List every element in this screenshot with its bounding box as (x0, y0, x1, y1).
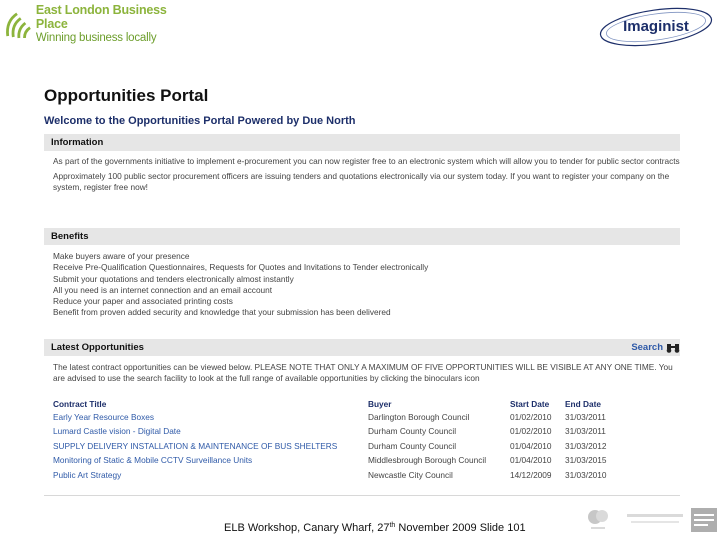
table-row (53, 439, 667, 454)
benefit-item: Make buyers aware of your presence (53, 251, 190, 261)
footer-caption (224, 522, 526, 534)
table-row (53, 410, 667, 425)
table-header-row (53, 398, 667, 410)
footer-text-sup: th (389, 522, 396, 529)
start-date-cell: 01/04/2010 (510, 440, 552, 451)
elbp-swirl-icon (4, 7, 32, 41)
buyer-cell: Middlesbrough Borough Council (368, 455, 487, 466)
column-header-start-date: Start Date (510, 398, 550, 409)
contract-title-link[interactable]: Lumard Castle vision - Digital Date (53, 426, 181, 437)
elbp-logo (4, 4, 190, 44)
eu-logo (588, 510, 608, 529)
buyer-cell: Newcastle City Council (368, 469, 453, 480)
information-paragraph-2: Approximately 100 public sector procurement officers are issuing tenders and quotations electronically via our system today. If you want to register your company on the system, register free now! (53, 171, 670, 192)
benefit-item: Reduce your paper and associated printing costs (53, 296, 233, 307)
information-section-header (44, 134, 680, 151)
imaginist-logo (596, 2, 716, 52)
latest-opportunities-section-header (44, 339, 680, 356)
footer-text-post: November 2009 Slide 101 (395, 522, 526, 534)
footer-text-pre: ELB Workshop, Canary Wharf, 27 (224, 522, 390, 534)
table-row (53, 454, 667, 469)
benefits-heading: Benefits (51, 231, 89, 242)
partner-logos-strip (585, 505, 720, 535)
opportunities-portal (44, 86, 680, 483)
table-row (53, 425, 667, 440)
end-date-cell: 31/03/2010 (565, 469, 607, 480)
benefits-list (53, 251, 680, 319)
benefits-section-body (44, 245, 680, 335)
column-header-buyer: Buyer (368, 398, 392, 409)
contract-title-link[interactable]: SUPPLY DELIVERY INSTALLATION & MAINTENANCE OF BUS SHELTERS (53, 440, 338, 451)
column-header-contract-title: Contract Title (53, 398, 107, 409)
table-row (53, 468, 667, 483)
end-date-cell: 31/03/2011 (565, 411, 606, 422)
benefit-item: All you need is an internet connection and an email account (53, 284, 273, 295)
benefit-item: Receive Pre-Qualification Questionnaires, Requests for Quotes and Invitations to Tender electronically (53, 262, 429, 273)
contract-title-link[interactable]: Monitoring of Static & Mobile CCTV Surveillance Units (53, 455, 253, 466)
information-heading: Information (51, 137, 104, 148)
benefit-item: Benefit from proven added security and knowledge that your submission has been delivered (53, 307, 391, 318)
search-control[interactable] (631, 339, 680, 356)
benefit-item: Submit your quotations and tenders electronically almost instantly (53, 273, 294, 284)
information-paragraph-1: As part of the governments initiative to implement e-procurement you can now register free to an electronic system which will allow you to tender for public sector contracts (53, 156, 680, 166)
end-date-cell: 31/03/2011 (565, 426, 606, 437)
buyer-cell: Durham County Council (368, 440, 457, 451)
start-date-cell: 01/04/2010 (510, 455, 552, 466)
end-date-cell: 31/03/2015 (565, 455, 607, 466)
buyer-cell: Darlington Borough Council (368, 411, 470, 422)
contract-title-link[interactable]: Early Year Resource Boxes (53, 411, 155, 422)
welcome-heading: Welcome to the Opportunities Portal Powered by Due North (44, 115, 356, 127)
buyer-cell: Durham County Council (368, 426, 457, 437)
binoculars-icon[interactable] (666, 343, 680, 353)
latest-opportunities-heading: Latest Opportunities (51, 342, 144, 353)
start-date-cell: 01/02/2010 (510, 411, 552, 422)
start-date-cell: 14/12/2009 (510, 469, 552, 480)
column-header-end-date: End Date (565, 398, 601, 409)
end-date-cell: 31/03/2012 (565, 440, 607, 451)
elbp-tagline: Winning business locally (35, 32, 157, 44)
opportunities-table (53, 398, 667, 483)
bottom-divider (44, 495, 680, 496)
latest-opportunities-intro: The latest contract opportunities can be viewed below. PLEASE NOTE THAT ONLY A MAXIMUM OF FIVE OPPORTUNITIES WILL BE VISIBLE AT ANY ONE TIME. You are advised to use the search facility to look at the full range of available opportunities by clicking the binoculars icon (53, 362, 673, 383)
page-title: Opportunities Portal (44, 86, 209, 105)
contract-title-link[interactable]: Public Art Strategy (53, 469, 122, 480)
latest-opportunities-body (44, 356, 680, 483)
canary-wharf-logo (627, 514, 683, 523)
search-link[interactable]: Search (631, 342, 663, 353)
start-date-cell: 01/02/2010 (510, 426, 552, 437)
imaginist-logo-text: Imaginist (623, 18, 689, 35)
elbp-name: East London Business Place (35, 3, 167, 31)
benefits-section-header (44, 228, 680, 245)
london-development-logo (691, 508, 717, 532)
information-section-body (44, 151, 680, 224)
